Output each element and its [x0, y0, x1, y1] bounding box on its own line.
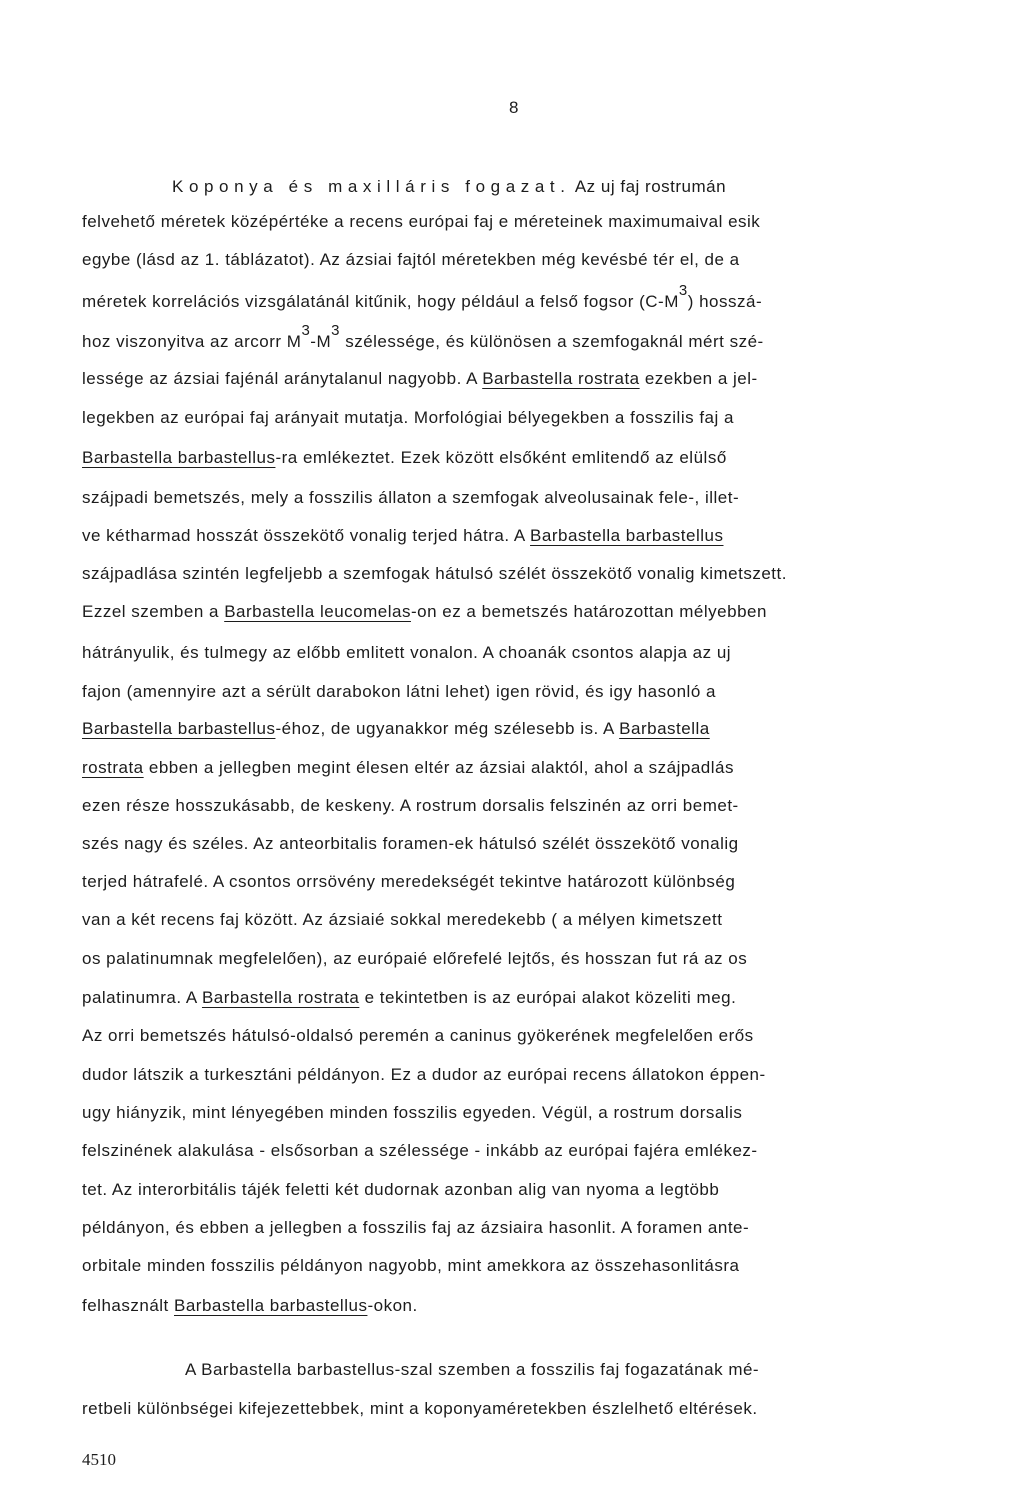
- text-span: szélessége, és különösen a szemfogaknál mért szé-: [339, 332, 764, 351]
- text-span: méretek korrelációs vizsgálatánál kitűnik, hogy például a felső fogsor (C-M: [82, 292, 679, 311]
- text-line: os palatinumnak megfelelően), az európaié előrefelé lejtős, és hosszan fut rá az os: [82, 949, 748, 968]
- text-line: A Barbastella barbastellus-szal szemben a fosszilis faj fogazatának mé-: [185, 1360, 760, 1379]
- text-span: ) hosszá-: [687, 292, 763, 311]
- text-line: [82, 987, 942, 1009]
- text-span: -éhoz, de ugyanakkor még szélesebb is. A: [275, 719, 620, 738]
- text-span: ebben a jellegben megint élesen eltér az ázsiai alaktól, ahol a szájpadlás: [143, 758, 734, 777]
- text-line: fajon (amennyire azt a sérült darabokon látni lehet) igen rövid, és igy hasonló a: [82, 682, 716, 701]
- species-name: Barbastella leucomelas: [224, 602, 411, 621]
- text-line: orbitale minden fosszilis példányon nagyobb, mint amekkora az összehasonlitásra: [82, 1256, 740, 1275]
- text-span: e tekintetben is az európai alakot közeliti meg.: [359, 988, 737, 1007]
- text-line: szájpadi bemetszés, mely a fosszilis állaton a szemfogak alveolusainak fele-, illet-: [82, 488, 740, 507]
- text-line: [82, 601, 942, 623]
- text-line: ezen része hosszukásabb, de keskeny. A rostrum dorsalis felszinén az orri bemet-: [82, 796, 739, 815]
- text-line: Az orri bemetszés hátulsó-oldalsó peremén a caninus gyökerének megfelelően erős: [82, 1026, 754, 1045]
- text-span: -on ez a bemetszés határozottan mélyebben: [410, 602, 767, 621]
- text-line: terjed hátrafelé. A csontos orrsövény meredekségét tekintve határozott különbség: [82, 872, 736, 891]
- superscript: 3: [331, 322, 340, 339]
- text-line: dudor látszik a turkesztáni példányon. Ez a dudor az európai recens állatokon éppen-: [82, 1065, 766, 1084]
- text-line: retbeli különbségei kifejezettebbek, mint a koponyaméretekben észlelhető eltérések.: [82, 1399, 758, 1418]
- text-line: [82, 322, 942, 354]
- species-name: Barbastella rostrata: [201, 988, 360, 1007]
- species-name: rostrata: [82, 758, 144, 777]
- text-span: -M: [310, 332, 332, 351]
- text-line: tet. Az interorbitális tájék feletti két dudornak azonban alig van nyoma a legtöbb: [82, 1180, 720, 1199]
- text-line: egybe (lásd az 1. táblázatot). Az ázsiai fajtól méretekben még kevésbé tér el, de a: [82, 250, 740, 269]
- section-heading: Koponya és maxilláris fogazat.: [172, 177, 571, 196]
- text-line: hátrányulik, és tulmegy az előbb emlitett vonalon. A choanák csontos alapja az uj: [82, 643, 732, 662]
- species-name: Barbastella barbastellus: [174, 1296, 368, 1315]
- text-line: van a két recens faj között. Az ázsiaié sokkal meredekebb ( a mélyen kimetszett: [82, 910, 723, 929]
- text-line: szés nagy és széles. Az anteorbitalis foramen-ek hátulsó szélét összekötő vonalig: [82, 834, 739, 853]
- page-number: 8: [509, 98, 519, 117]
- text-span: -ra emlékeztet. Ezek között elsőként emlitendő az elülső: [275, 448, 727, 467]
- text-span: ve kétharmad hosszát összekötő vonalig terjed hátra. A: [82, 526, 531, 545]
- text-line: [82, 1295, 942, 1317]
- text-line: szájpadlása szintén legfeljebb a szemfogak hátulsó szélét összekötő vonalig kimetszett.: [82, 564, 787, 583]
- species-name: Barbastella: [619, 719, 710, 738]
- superscript: 3: [301, 322, 311, 339]
- text-line: [82, 368, 942, 390]
- text-line: ugy hiányzik, mint lényegében minden fosszilis egyeden. Végül, a rostrum dorsalis: [82, 1103, 743, 1122]
- text-span: palatinumra. A: [82, 988, 202, 1007]
- text-line: [172, 176, 1024, 198]
- text-line: példányon, és ebben a jellegben a fosszilis faj az ázsiaira hasonlit. A foramen ante-: [82, 1218, 750, 1237]
- text-line: felszinének alakulása - elsősorban a szélessége - inkább az európai fajéra emlékez-: [82, 1141, 758, 1160]
- text-span: ezekben a jel-: [639, 369, 758, 388]
- text-span: -okon.: [367, 1296, 418, 1315]
- text-line: felvehető méretek középértéke a recens európai faj e méreteinek maximumaival esik: [82, 212, 761, 231]
- text-line: [82, 757, 942, 779]
- text-span: hoz viszonyitva az arcorr M: [82, 332, 302, 351]
- text-line: legekben az európai faj arányait mutatja. Morfológiai bélyegekben a fosszilis faj a: [82, 408, 734, 427]
- species-name: Barbastella barbastellus: [530, 526, 724, 545]
- text-line: [82, 282, 942, 314]
- text-span: lessége az ázsiai fajénál aránytalanul nagyobb.: [82, 369, 462, 388]
- text-line: [82, 525, 942, 547]
- text-span: A: [461, 369, 483, 388]
- text-line: [82, 718, 942, 740]
- footer-code: 4510: [82, 1450, 116, 1469]
- text-span: Ezzel szemben a: [82, 602, 225, 621]
- species-name: Barbastella barbastellus: [82, 448, 276, 467]
- text-span: Az uj faj rostrumán: [570, 177, 727, 196]
- superscript: 3: [678, 282, 688, 299]
- text-line: [82, 447, 942, 469]
- text-span: felhasznált: [82, 1296, 174, 1315]
- species-name: Barbastella rostrata: [482, 369, 640, 388]
- species-name: Barbastella barbastellus: [82, 719, 276, 738]
